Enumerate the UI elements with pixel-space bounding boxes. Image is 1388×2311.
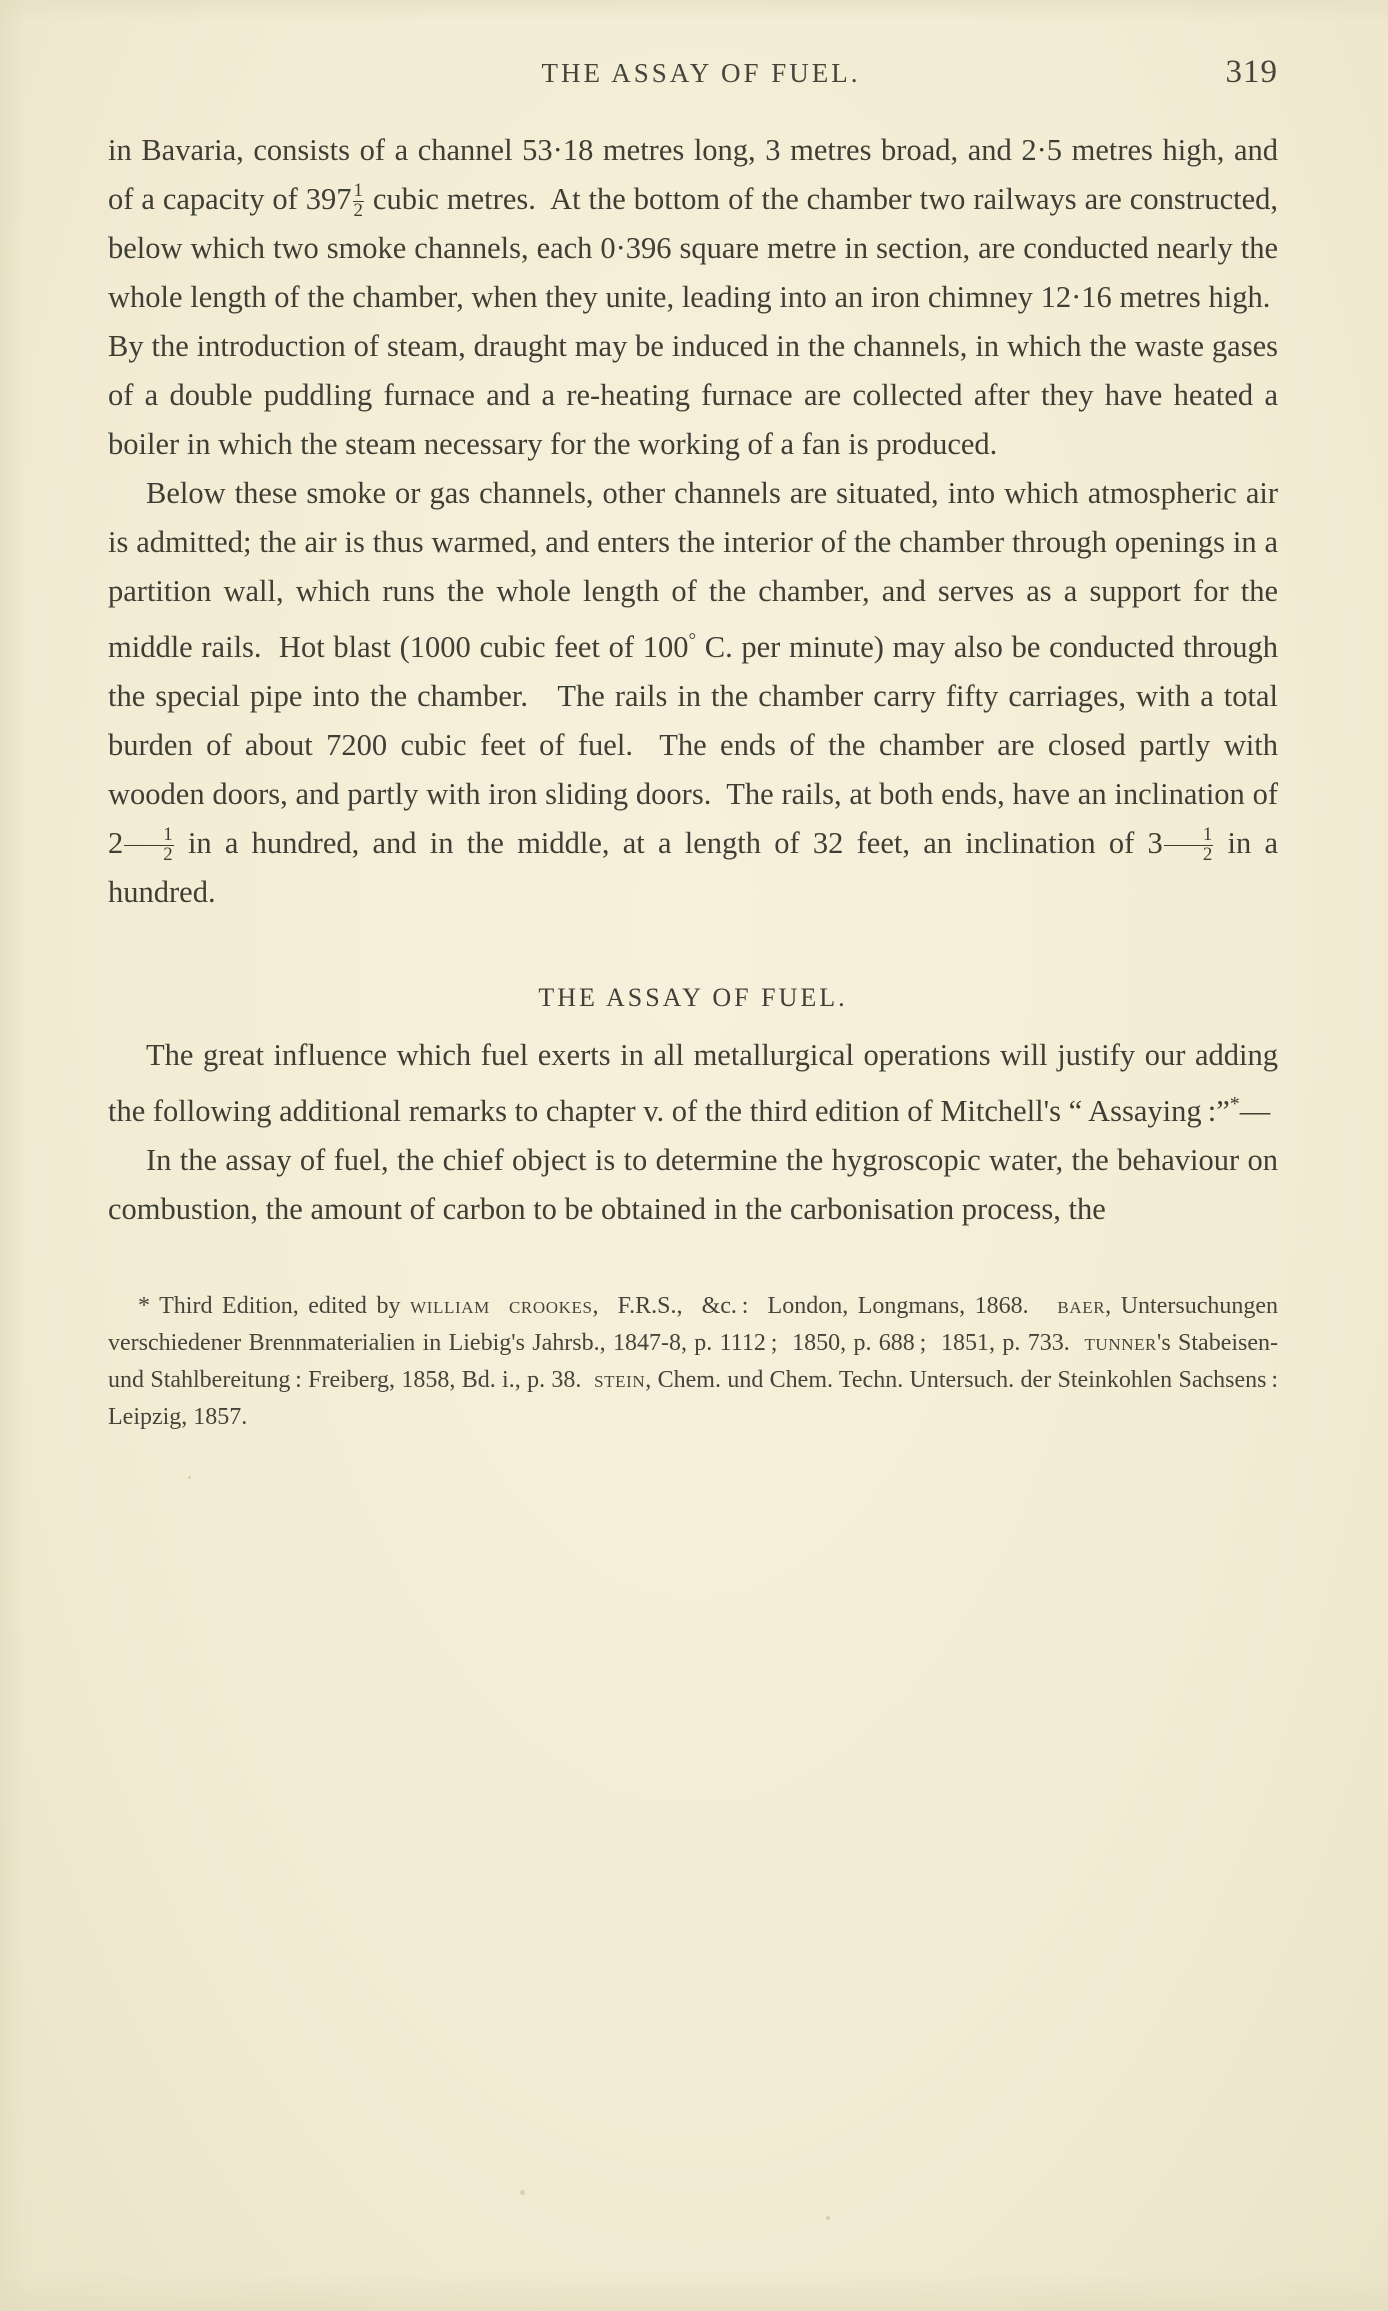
footnote-marker: * [1229,1093,1240,1116]
page-number: 319 [1225,54,1278,90]
paragraph-below-channels: Below these smoke or gas channels, other channels are situated, into which atmospheric air is admitted; the air is thus warmed, and enters the interior of the chamber through openings in a partition wall, which runs the whole length of the chamber, and serves as a support for the middle rails. Hot blast (1000 cubic feet of 100° C. per minute) may also be conducted through the special pipe into the chamber. The rails in the chamber carry fifty carriages, with a total burden of about 7200 cubic feet of fuel. The ends of the chamber are closed partly with wooden doors, and partly with iron sliding doors. The rails, at both ends, have an inclination of 2 $\frac{1}{2}$ in a hundred, and in the middle, at a length of 32 feet, an inclination of 3 $\frac{1}{2}$ in a hundred. [108,476,1278,910]
page-content [108,54,1279,1460]
paragraph-assay-of-fuel: In the assay of fuel, the chief object is to determine the hygroscopic water, the behaviour on combustion, the amount of carbon to be obtained in the carbonisation process, the [108,1143,1278,1227]
fraction-one-half: $\frac{1}{2}$ [124,826,173,865]
page-edge-shading-top [0,0,1388,22]
paper-speck [520,2190,525,2195]
paper-speck [826,2216,830,2220]
page-edge-shading-bottom [0,2271,1388,2311]
footnote-block [108,1288,1278,1436]
page-edge-shading-left [0,0,26,2311]
running-header [108,54,1278,106]
paragraph-great-influence: The great influence which fuel exerts in all metallurgical operations will justify our adding the following additional remarks to chapter v. of the third edition of Mitchell's “ Assaying :”*— [108,1038,1278,1129]
section-heading: THE ASSAY OF FUEL. [538,983,848,1013]
paragraph-bavaria: in Bavaria, consists of a channel 53·18 metres long, 3 metres broad, and 2·5 metres high, and of a capacity of 397 $\frac{1}{2}$ cubic metres. At the bottom of the chamber two railways are constructed, below which two smoke channels, each 0·396 square metre in section, are conducted nearly the whole length of the chamber, when they unite, leading into an iron chimney 12·16 metres high. By the introduction of steam, draught may be induced in the channels, in which the waste gases of a double puddling furnace and a re-heating furnace are collected after they have heated a boiler in which the steam necessary for the working of a fan is produced. [108,133,1278,461]
section-text-block [108,1031,1278,1234]
fraction-one-half: $\frac{1}{2}$ [1164,826,1213,865]
running-head-title: THE ASSAY OF FUEL. [541,58,861,88]
paper-speck [188,1476,191,1479]
footnote-text: * Third Edition, edited by william crookes, F.R.S., &c. : London, Longmans, 1868. baer, Untersuchungen verschiedener Brennmaterialien in Liebig's Jahrsb., 1847-8, p. 1112 ; 1850, p. 688 ; 1851, p. 733. tunner's Stabeisen- und Stahlbereitung : Freiberg, 1858, Bd. i., p. 38. stein, Chem. und Chem. Techn. Untersuch. der Steinkohlen Sachsens : Leipzig, 1857. [108,1293,1279,1431]
body-text-block [108,126,1278,917]
fraction-one-half: $\frac{1}{2}$ [353,179,363,221]
